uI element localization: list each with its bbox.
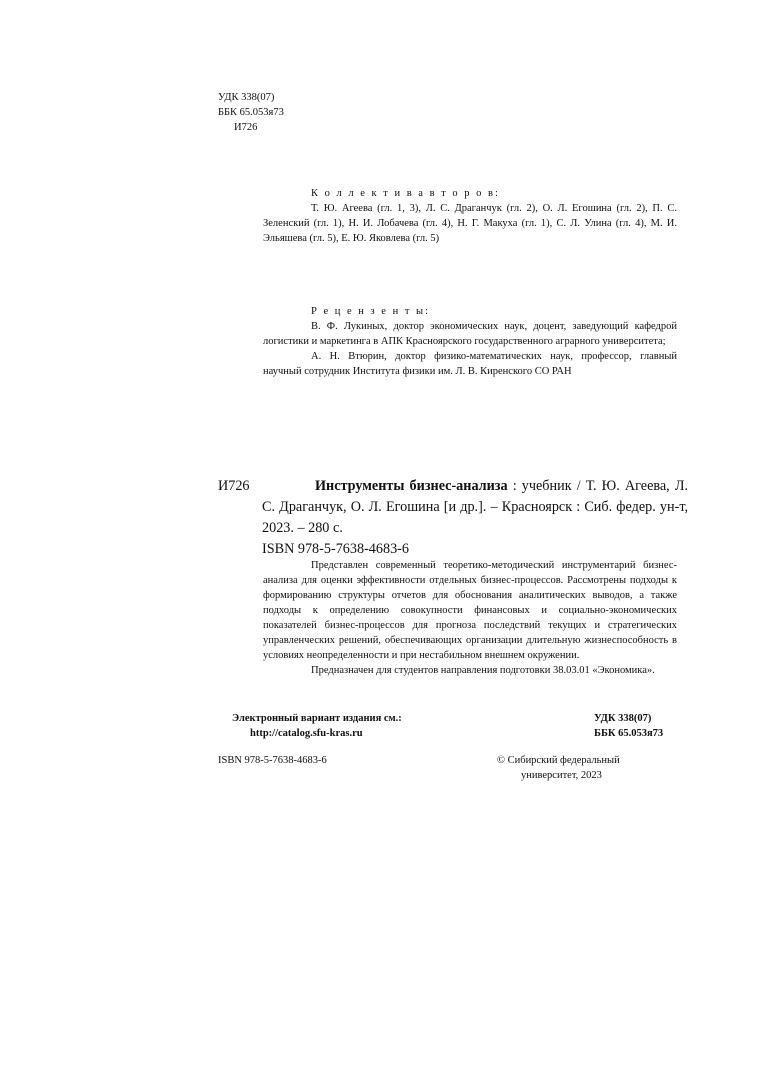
book-title: Инструменты бизнес-анализа	[315, 478, 508, 494]
reviewers-section	[263, 304, 677, 379]
reviewers-heading: Р е ц е н з е н т ы:	[311, 306, 431, 317]
entry-text	[262, 476, 688, 560]
isbn-bottom: ISBN 978-5-7638-4683-6	[218, 755, 327, 766]
authors-section	[263, 186, 677, 246]
author-mark: И726	[234, 122, 258, 133]
audience-paragraph: Предназначен для студентов направления подготовки 38.03.01 «Экономика».	[311, 665, 655, 676]
reviewer-1: В. Ф. Лукиных, доктор экономических наук, доцент, заведующий кафедрой логистики и маркетинга в АПК Красноярского государственного аграрного университета;	[263, 321, 677, 347]
copyright-line-2: университет, 2023	[521, 770, 602, 781]
catalog-link[interactable]: http://catalog.sfu-kras.ru	[250, 728, 363, 739]
udk-code: УДК 338(07)	[218, 92, 275, 103]
annotation-paragraph: Представлен современный теоретико-методический инструментарий бизнес-анализа для оценки эффективности отдельных бизнес-процессов. Рассмотрены подходы к формированию структуры отчетов для обоснования аналитических выводов, а также подходы к определению совокупности финансовых и социально-экономических показателей бизнес-процессов для прогноза последствий текущих и стратегических управленческих решений, обеспечивающих организации длительную жизнеспособность в условиях неопределенности и при нестабильном внешнем окружении.	[263, 560, 677, 661]
classification-codes	[218, 90, 284, 135]
authors-heading: К о л л е к т и в а в т о р о в:	[311, 188, 500, 199]
reviewer-2: А. Н. Втюрин, доктор физико-математических наук, профессор, главный научный сотрудник Института физики им. Л. В. Киренского СО РАН	[263, 351, 677, 377]
bbk-code: ББК 65.053я73	[218, 107, 284, 118]
copyright-notice	[497, 753, 620, 783]
annotation-section	[263, 558, 677, 678]
footer-bbk: ББК 65.053я73	[594, 728, 664, 739]
footer-udk: УДК 338(07)	[594, 713, 652, 724]
electronic-version	[232, 711, 402, 741]
entry-description: : учебник / Т. Ю. Агеева, Л. С. Драганчук, О. Л. Егошина [и др.]. – Красноярск : Сиб. федер. ун-т, 2023. – 280 с.	[262, 478, 688, 536]
copyright-line-1: © Сибирский федеральный	[497, 755, 620, 766]
entry-code: И726	[218, 478, 250, 494]
footer-codes	[594, 711, 663, 741]
electronic-label: Электронный вариант издания см.:	[232, 713, 402, 724]
authors-list: Т. Ю. Агеева (гл. 1, 3), Л. С. Драганчук (гл. 2), О. Л. Егошина (гл. 2), П. С. Зеленский (гл. 1), Н. И. Лобачева (гл. 4), Н. Г. Макуха (гл. 1), С. Л. Улина (гл. 4), М. И. Эльяшева (гл. 5), Е. Ю. Яковлева (гл. 5)	[263, 203, 677, 244]
entry-isbn: ISBN 978-5-7638-4683-6	[262, 541, 409, 557]
